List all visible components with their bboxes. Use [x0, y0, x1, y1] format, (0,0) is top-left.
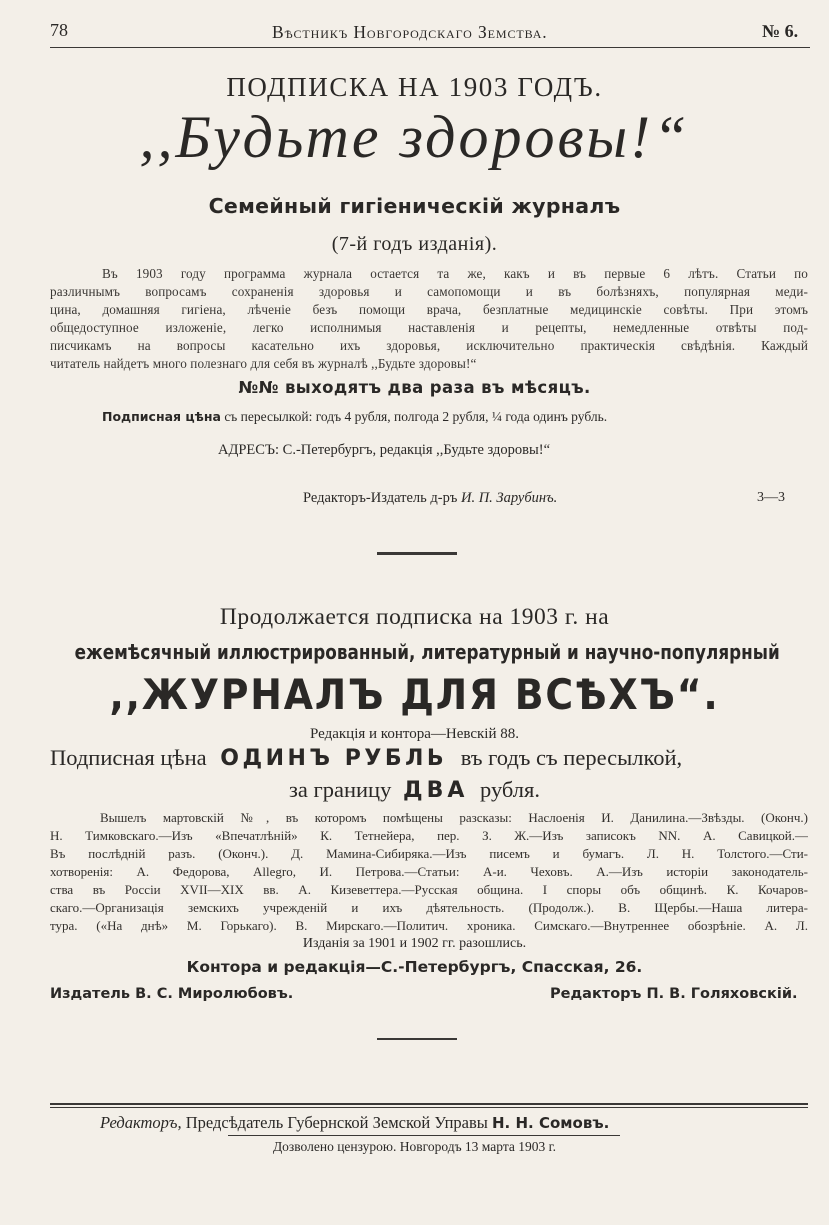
ad2-line1: Продолжается подписка на 1903 г. на	[219, 604, 610, 630]
ad2-abroad-label: за границу	[289, 777, 392, 802]
ad1-subtitle: Семейный гигіеническій журналъ	[208, 194, 621, 218]
ad2-abroad-amount: ДВА	[402, 778, 469, 803]
ad1-body-line: общедоступное изложеніе, легко исполнимыя наставленія и рецепты, немедленные отвѣты под-	[50, 320, 808, 335]
header-rule	[50, 47, 810, 48]
ad2-contents-line: Вышелъ мартовскій №, въ которомъ помѣщены разсказы: Наслоенія И. Данилина.—Звѣзды. (Оконч.)	[100, 810, 808, 825]
ad2-price-amount: ОДИНЪ РУБЛЬ	[220, 746, 448, 771]
ad1-title: ,,Будьте здоровы!“	[139, 104, 690, 170]
journal-title: Вѣстникъ Новгородскаго Земства.	[272, 22, 548, 42]
ad2-price-terms: въ годъ съ пересылкой,	[460, 745, 683, 770]
ad2-contents-line: Въ послѣдній разъ. (Оконч.). Д. Мамина-Сибиряка.—Изъ писемъ и бумагъ. Л. Н. Толстого.—Сти-	[50, 846, 808, 861]
ad2-title: ,,ЖУРНАЛЪ ДЛЯ ВСѢХЪ“.	[109, 670, 720, 719]
page-number: 78	[50, 20, 68, 40]
ad1-insertion-mark: 3—3	[757, 490, 785, 505]
footer-rule	[50, 1103, 808, 1105]
ad2-sold-out: Изданія за 1901 и 1902 гг. разошлись.	[302, 936, 527, 951]
ad2-office: Редакція и контора—Невскій 88.	[310, 726, 519, 742]
ad1-edition: (7-й годъ изданія).	[331, 233, 498, 255]
ad2-office-address: Контора и редакція—С.-Петербургъ, Спасская, 26.	[186, 958, 643, 976]
section-divider	[377, 1038, 457, 1040]
ad2-contents-line: тура. («На днѣ» М. Горькаго). В. Мирскаго.—Политич. хроника. Симскаго.—Внутреннее обозрѣніе. А. Л.	[50, 918, 808, 933]
ad1-price-text: съ пересылкой: годъ 4 рубля, полгода 2 рубля, ¼ года одинъ рубль.	[224, 409, 608, 424]
footer-editor	[100, 1113, 609, 1133]
ad1-price-label: Подписная цѣна	[102, 409, 221, 424]
ad2-line2: ежемѣсячный иллюстрированный, литературный и научно-популярный	[74, 640, 780, 664]
ad2-publisher: Издатель В. С. Миролюбовъ.	[50, 986, 294, 1002]
ad1-body-line: Въ 1903 году программа журнала остается та же, какъ и въ первые 6 лѣтъ. Статьи по	[102, 266, 808, 281]
footer-rule	[50, 1107, 808, 1108]
ad1-editor-label: Редакторъ-Издатель д-ръ	[303, 490, 458, 506]
ad1-body-line: цина, домашняя гигіена, лѣченіе безъ помощи врача, безплатные медицинскіе совѣты. При этомъ	[50, 302, 808, 317]
ad1-price	[102, 409, 607, 425]
ad2-price-line1	[50, 745, 682, 771]
ad2-editor: Редакторъ П. В. Голяховскій.	[550, 986, 798, 1002]
issue-number: № 6.	[762, 21, 799, 41]
ad1-editor-name: И. П. Зарубинъ.	[460, 490, 558, 506]
ad2-contents-line: Н. Тимковскаго.—Изъ «Впечатлѣній» К. Тетнейера, пер. З. Ж.—Изъ записокъ NN. А. Савицкой.—	[50, 828, 808, 843]
ad1-frequency: №№ выходятъ два раза въ мѣсяцъ.	[238, 378, 591, 397]
section-divider	[377, 552, 457, 555]
footer-editor-name: Н. Н. Сомовъ.	[492, 1114, 610, 1132]
footer-editor-label: Редакторъ,	[100, 1113, 182, 1132]
footer-short-rule	[228, 1135, 620, 1136]
ad2-price-label: Подписная цѣна	[50, 745, 207, 770]
ad2-contents-line: ства въ Россіи XVII—XIX вв. А. Кизеветтера.—Русская община. I споры объ общинѣ. К. Кочаров-	[50, 882, 808, 897]
ad2-contents-line: скаго.—Организація земскихъ учрежденій и ихъ дѣятельность. (Продолж.). В. Щербы.—Наша литера-	[50, 900, 808, 915]
footer-editor-text: Предсѣдатель Губернской Земской Управы	[185, 1113, 488, 1132]
ad2-abroad-currency: рубля.	[479, 777, 540, 802]
ad1-body-line: различнымъ вопросамъ сохраненія здоровья и самопомощи и въ болѣзняхъ, популярная меди-	[50, 284, 808, 299]
ad2-contents-line: хотворенія: А. Федорова, Allegro, И. Петрова.—Статьи: А-и. Чеховъ. А.—Изъ исторіи законодатель-	[50, 864, 808, 879]
ad1-body-line: читатель найдетъ много полезнаго для себя въ журналѣ ,,Будьте здоровы!“	[50, 356, 477, 371]
ad1-heading: ПОДПИСКА НА 1903 ГОДЪ.	[226, 72, 603, 102]
ad2-price-line2	[0, 777, 829, 803]
ad1-body-line: писчикамъ на вопросы касательно ихъ здоровья, исключительно практическія свѣдѣнія. Каждый	[50, 338, 808, 353]
ad1-address: АДРЕСЪ: С.-Петербургъ, редакція ,,Будьте здоровы!“	[218, 442, 550, 458]
ad1-editor	[303, 490, 557, 507]
censor-approval: Дозволено цензурою. Новгородъ 13 марта 1903 г.	[272, 1139, 557, 1154]
